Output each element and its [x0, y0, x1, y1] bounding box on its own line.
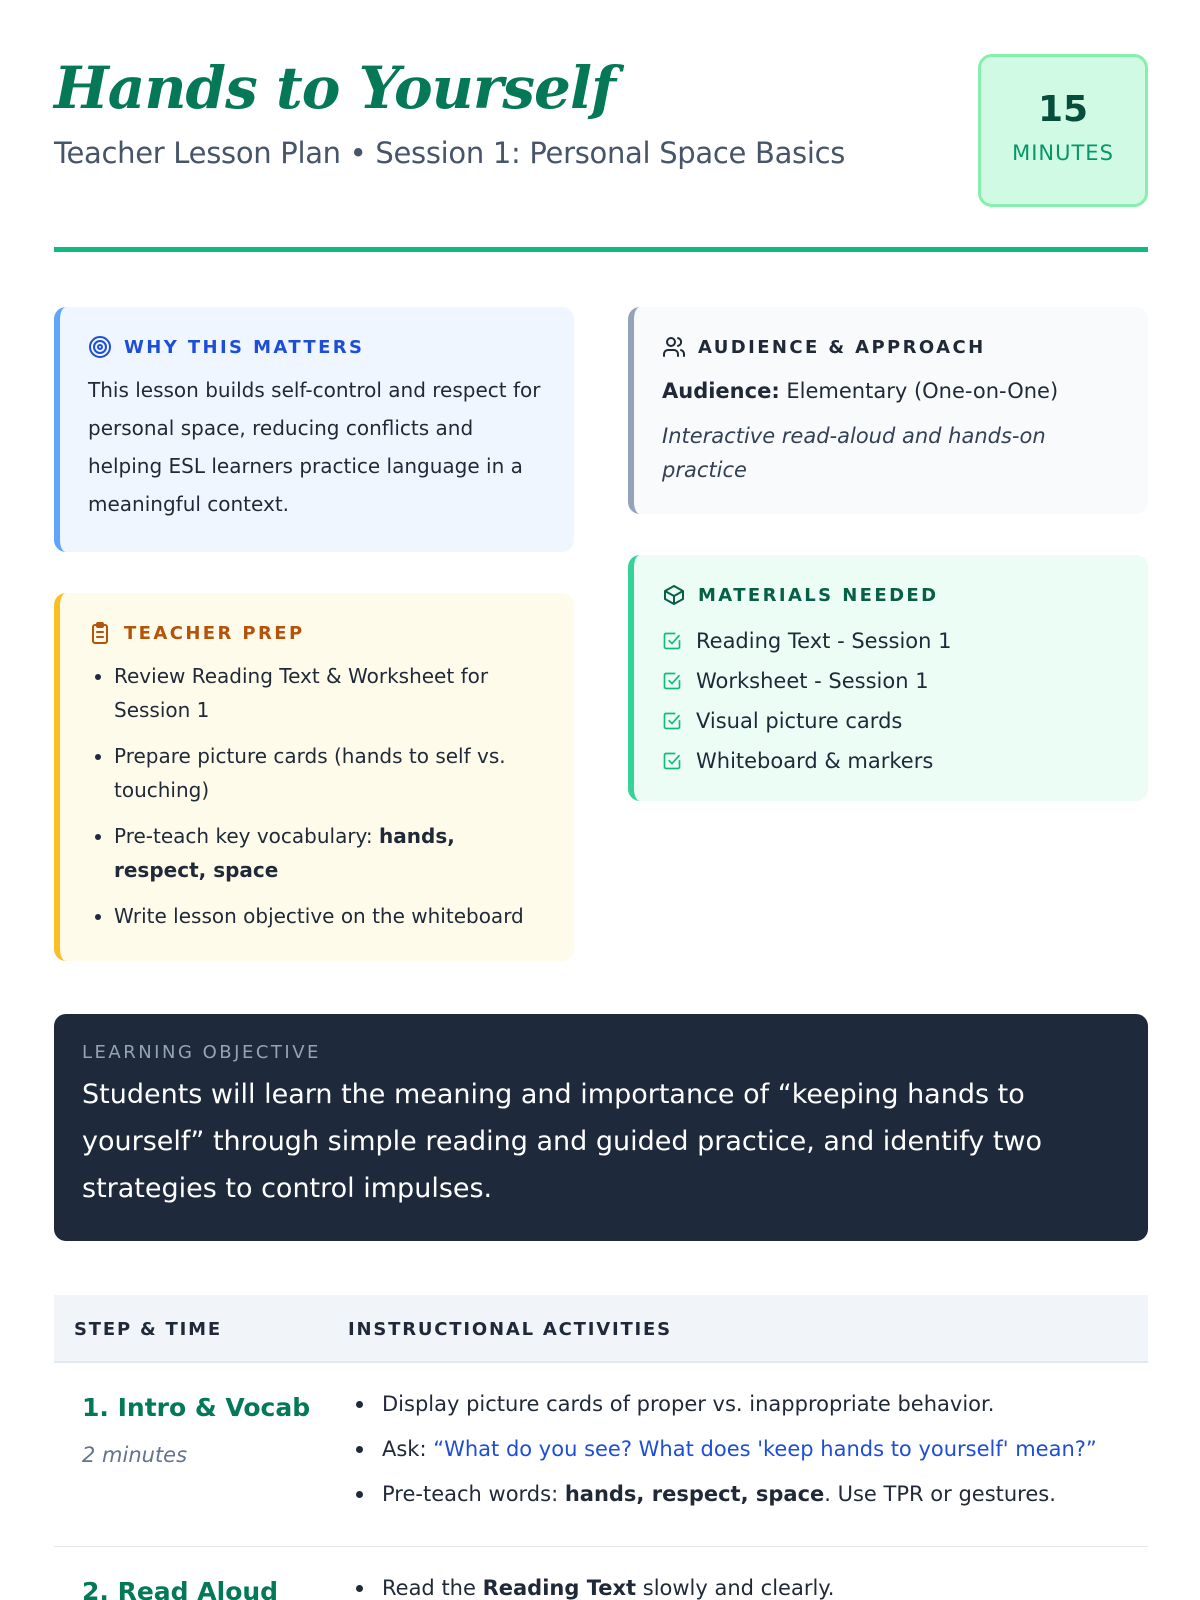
activity-list: [348, 1389, 1138, 1524]
materials-item: [662, 621, 1120, 661]
target-icon: [88, 335, 112, 359]
users-icon: [662, 335, 686, 359]
teacher-prep-card: [54, 593, 574, 961]
prep-item: • Write lesson objective on the whiteboard: [114, 899, 546, 933]
table-row: [54, 1547, 1148, 1600]
materials-item-label: Visual picture cards: [696, 709, 903, 733]
prep-list: [88, 659, 546, 933]
box-icon: [662, 583, 686, 607]
activity-quote: “What do you see? What does 'keep hands to yourself' mean?”: [433, 1437, 1097, 1461]
duration-unit: MINUTES: [1012, 141, 1114, 165]
objective-text: Students will learn the meaning and importance of “keeping hands to yourself” through simple reading and guided practice, and identify two strategies to control impulses.: [82, 1079, 1043, 1204]
step-title: 1. Intro & Vocab: [82, 1393, 311, 1422]
checkbox-checked-icon: [662, 751, 682, 771]
why-this-matters-card: [54, 307, 574, 552]
activity-text: slowly and clearly.: [636, 1576, 835, 1600]
materials-item-label: Reading Text - Session 1: [696, 629, 952, 653]
activity-list: [348, 1573, 1138, 1600]
prep-item: • Review Reading Text & Worksheet for Session 1: [114, 659, 546, 727]
activity-item: [348, 1479, 1138, 1509]
page-title: Hands to Yourself: [54, 54, 615, 122]
activity-item: [348, 1434, 1138, 1464]
clipboard-icon: [88, 621, 112, 645]
duration-badge: [978, 54, 1148, 207]
audience-label: Audience:: [662, 379, 780, 403]
table-header: [54, 1295, 1148, 1363]
materials-item: [662, 701, 1120, 741]
page-subtitle: Teacher Lesson Plan • Session 1: Personal Space Basics: [54, 136, 846, 170]
column-header-activities: INSTRUCTIONAL ACTIVITIES: [348, 1319, 672, 1340]
duration-value: 15: [1037, 89, 1089, 130]
prep-item: [114, 819, 546, 887]
materials-item: [662, 741, 1120, 781]
prep-card-heading: [88, 619, 546, 647]
materials-item: [662, 661, 1120, 701]
approach-text: Interactive read-aloud and hands-on practice: [662, 424, 1046, 482]
audience-heading-text: AUDIENCE & APPROACH: [698, 336, 986, 358]
table-row: [54, 1363, 1148, 1547]
learning-objective-panel: [54, 1014, 1148, 1241]
why-heading-text: WHY THIS MATTERS: [124, 336, 365, 358]
why-card-heading: [88, 333, 546, 361]
prep-heading-text: TEACHER PREP: [124, 622, 305, 644]
activity-item: [348, 1573, 1138, 1600]
why-body-text: This lesson builds self-control and respect for personal space, reducing conflicts and helping ESL learners practice language in a meaningful context.: [88, 378, 541, 516]
materials-card-heading: [662, 581, 1120, 609]
materials-list: [662, 621, 1120, 781]
activity-item: Display picture cards of proper vs. inappropriate behavior.: [348, 1389, 1138, 1419]
objective-label: LEARNING OBJECTIVE: [82, 1042, 321, 1063]
prep-item-text: Pre-teach key vocabulary:: [114, 824, 380, 848]
audience-card-heading: [662, 333, 1120, 361]
activity-bold: hands, respect, space: [564, 1482, 825, 1506]
activities-table: [54, 1295, 1148, 1600]
activity-text: . Use TPR or gestures.: [824, 1482, 1056, 1506]
materials-item-label: Whiteboard & markers: [696, 749, 934, 773]
materials-item-label: Worksheet - Session 1: [696, 669, 929, 693]
step-time: 2 minutes: [82, 1443, 188, 1467]
audience-line: [662, 375, 1120, 407]
activity-bold: Reading Text: [482, 1576, 637, 1600]
column-header-step: STEP & TIME: [74, 1319, 222, 1340]
audience-value: Elementary (One-on-One): [786, 379, 1059, 403]
step-title: 2. Read Aloud: [82, 1577, 279, 1600]
materials-card: [628, 555, 1148, 801]
checkbox-checked-icon: [662, 711, 682, 731]
lesson-header: [54, 50, 1148, 210]
activity-text: Pre-teach words:: [382, 1482, 565, 1506]
activity-text: Read the: [382, 1576, 483, 1600]
materials-heading-text: MATERIALS NEEDED: [698, 584, 939, 606]
checkbox-checked-icon: [662, 671, 682, 691]
prep-item-bold: hands, respect, space: [114, 824, 455, 882]
prep-item: • Prepare picture cards (hands to self vs. touching): [114, 739, 546, 807]
activity-text: Ask:: [382, 1437, 434, 1461]
checkbox-checked-icon: [662, 631, 682, 651]
audience-approach-card: [628, 307, 1148, 514]
header-divider: [54, 247, 1148, 252]
